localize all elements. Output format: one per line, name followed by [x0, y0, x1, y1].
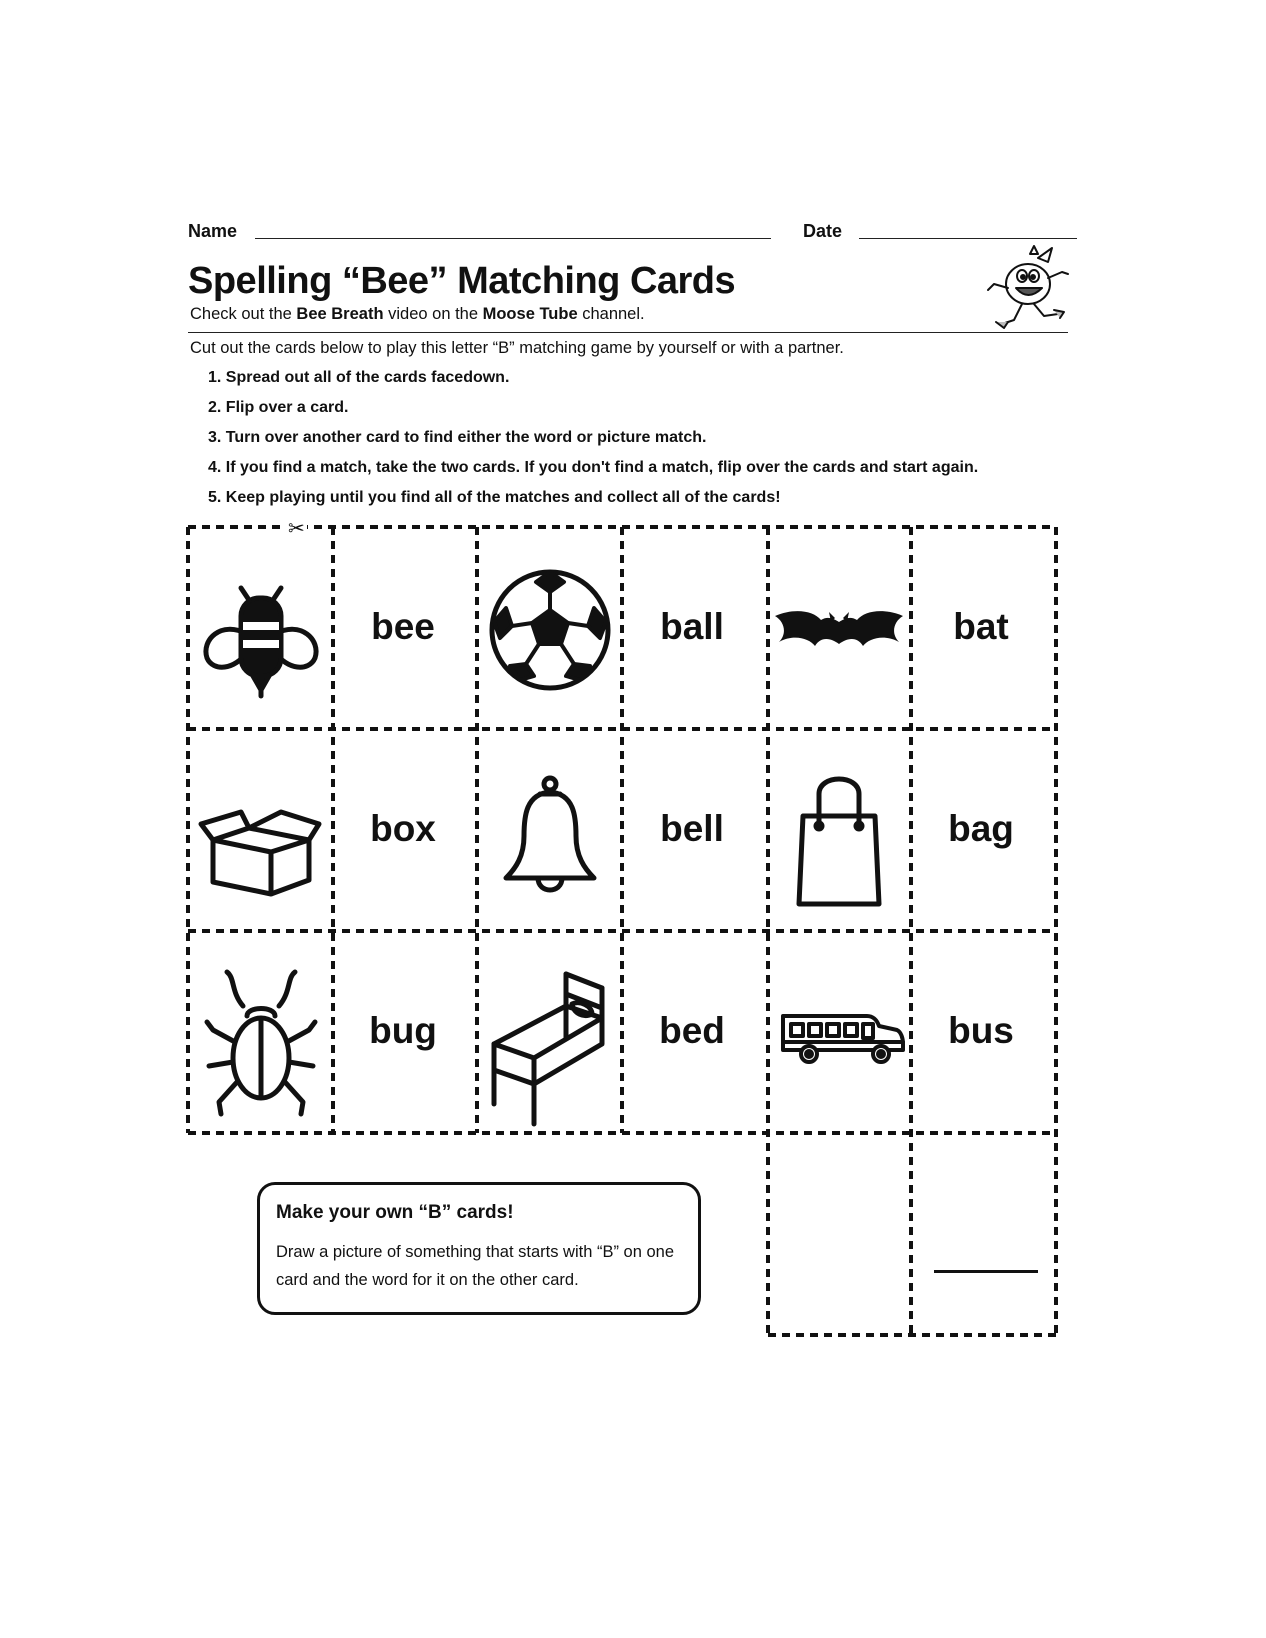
bed-icon [480, 934, 620, 1134]
word-card-bee: bee [371, 606, 435, 647]
bug-icon [191, 934, 331, 1134]
make-your-own-title: Make your own “B” cards! [276, 1202, 514, 1223]
word-card-bat: bat [953, 606, 1009, 647]
page-title: Spelling “Bee” Matching Cards [188, 260, 736, 302]
instructions-intro: Cut out the cards below to play this letter “B” matching game by yourself or with a partner. [190, 339, 844, 357]
bag-icon [769, 732, 909, 932]
word-card-bag: bag [948, 808, 1014, 849]
instruction-step: 4. If you find a match, take the two cards. If you don't find a match, flip over the cards and start again. [208, 459, 979, 476]
instruction-step: 5. Keep playing until you find all of the matches and collect all of the cards! [208, 489, 781, 506]
bee-icon [191, 530, 331, 730]
word-card-bed: bed [659, 1010, 725, 1051]
word-write-line [934, 1270, 1038, 1273]
channel-name: Moose Tube [482, 305, 578, 323]
name-label: Name [188, 221, 238, 241]
bell-icon [480, 732, 620, 932]
soccer-ball-icon [480, 530, 620, 730]
page-subtitle: Check out the Bee Breath video on the Moose Tube channel. [190, 305, 645, 323]
word-card-bug: bug [369, 1010, 437, 1051]
bat-icon [769, 530, 909, 730]
instruction-step: 2. Flip over a card. [208, 399, 349, 416]
blank-word-card[interactable] [914, 1136, 1054, 1332]
instruction-step: 1. Spread out all of the cards facedown. [208, 369, 510, 386]
video-name: Bee Breath [296, 305, 384, 323]
bus-icon [769, 934, 909, 1134]
word-card-bell: bell [660, 808, 724, 849]
instruction-step: 3. Turn over another card to find either the word or picture match. [208, 429, 707, 446]
word-card-ball: ball [660, 606, 724, 647]
scissors-icon: ✂ [288, 518, 305, 540]
word-card-box: box [370, 808, 436, 849]
word-card-bus: bus [948, 1010, 1014, 1051]
date-label: Date [803, 221, 843, 241]
make-your-own-body: Draw a picture of something that starts with “B” on one card and the word for it on the other card. [276, 1243, 675, 1289]
box-icon [191, 732, 331, 932]
blank-picture-card[interactable] [771, 1136, 909, 1332]
